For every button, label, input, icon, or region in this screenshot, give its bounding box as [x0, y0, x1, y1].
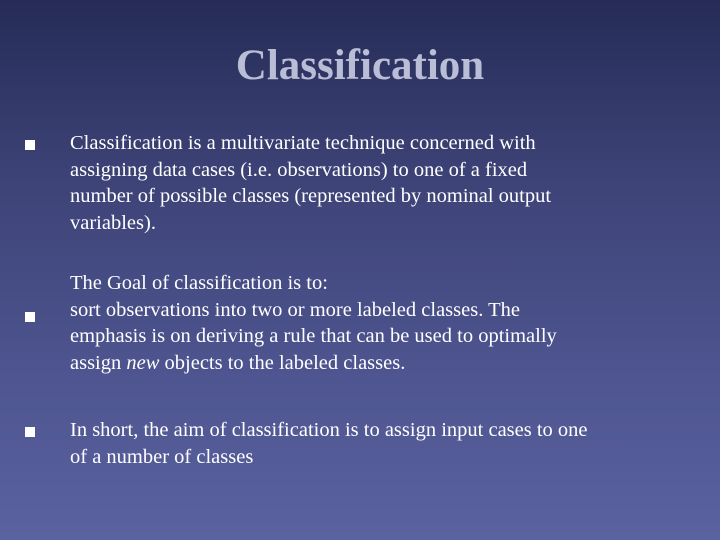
square-bullet-icon [25, 312, 35, 322]
bullet-3-line-1: In short, the aim of classification is to assign input cases to one [70, 419, 588, 441]
bullet-1-line-1: Classification is a multivariate technique concerned with [70, 132, 536, 154]
square-bullet-icon [25, 427, 35, 437]
bullet-3-line-2: of a number of classes [70, 445, 254, 468]
bullet-3-text [70, 417, 690, 470]
bullet-1-line-2: assigning data cases (i.e. observations) to one of a fixed [70, 158, 528, 181]
bullet-2-emphasis-new: new [126, 351, 160, 374]
bullet-2-line-1: sort observations into two or more labeled classes. The [70, 298, 520, 321]
slide-title: Classification [235, 42, 485, 89]
bullet-2-line-3-post: objects to the labeled classes. [159, 351, 406, 374]
square-bullet-icon [25, 140, 35, 150]
bullet-1-line-3: number of possible classes (represented by nominal output [70, 185, 552, 207]
bullet-2-line-3-pre: assign [70, 351, 127, 374]
bullet-1-text [70, 130, 690, 236]
bullet-2-text [70, 270, 690, 376]
bullet-1-line-4: variables). [70, 211, 156, 234]
bullet-2-intro: The Goal of classification is to: [70, 272, 328, 294]
bullet-2-line-2: emphasis is on deriving a rule that can be used to optimally [70, 325, 557, 347]
bullet-2-line-3 [70, 350, 690, 377]
